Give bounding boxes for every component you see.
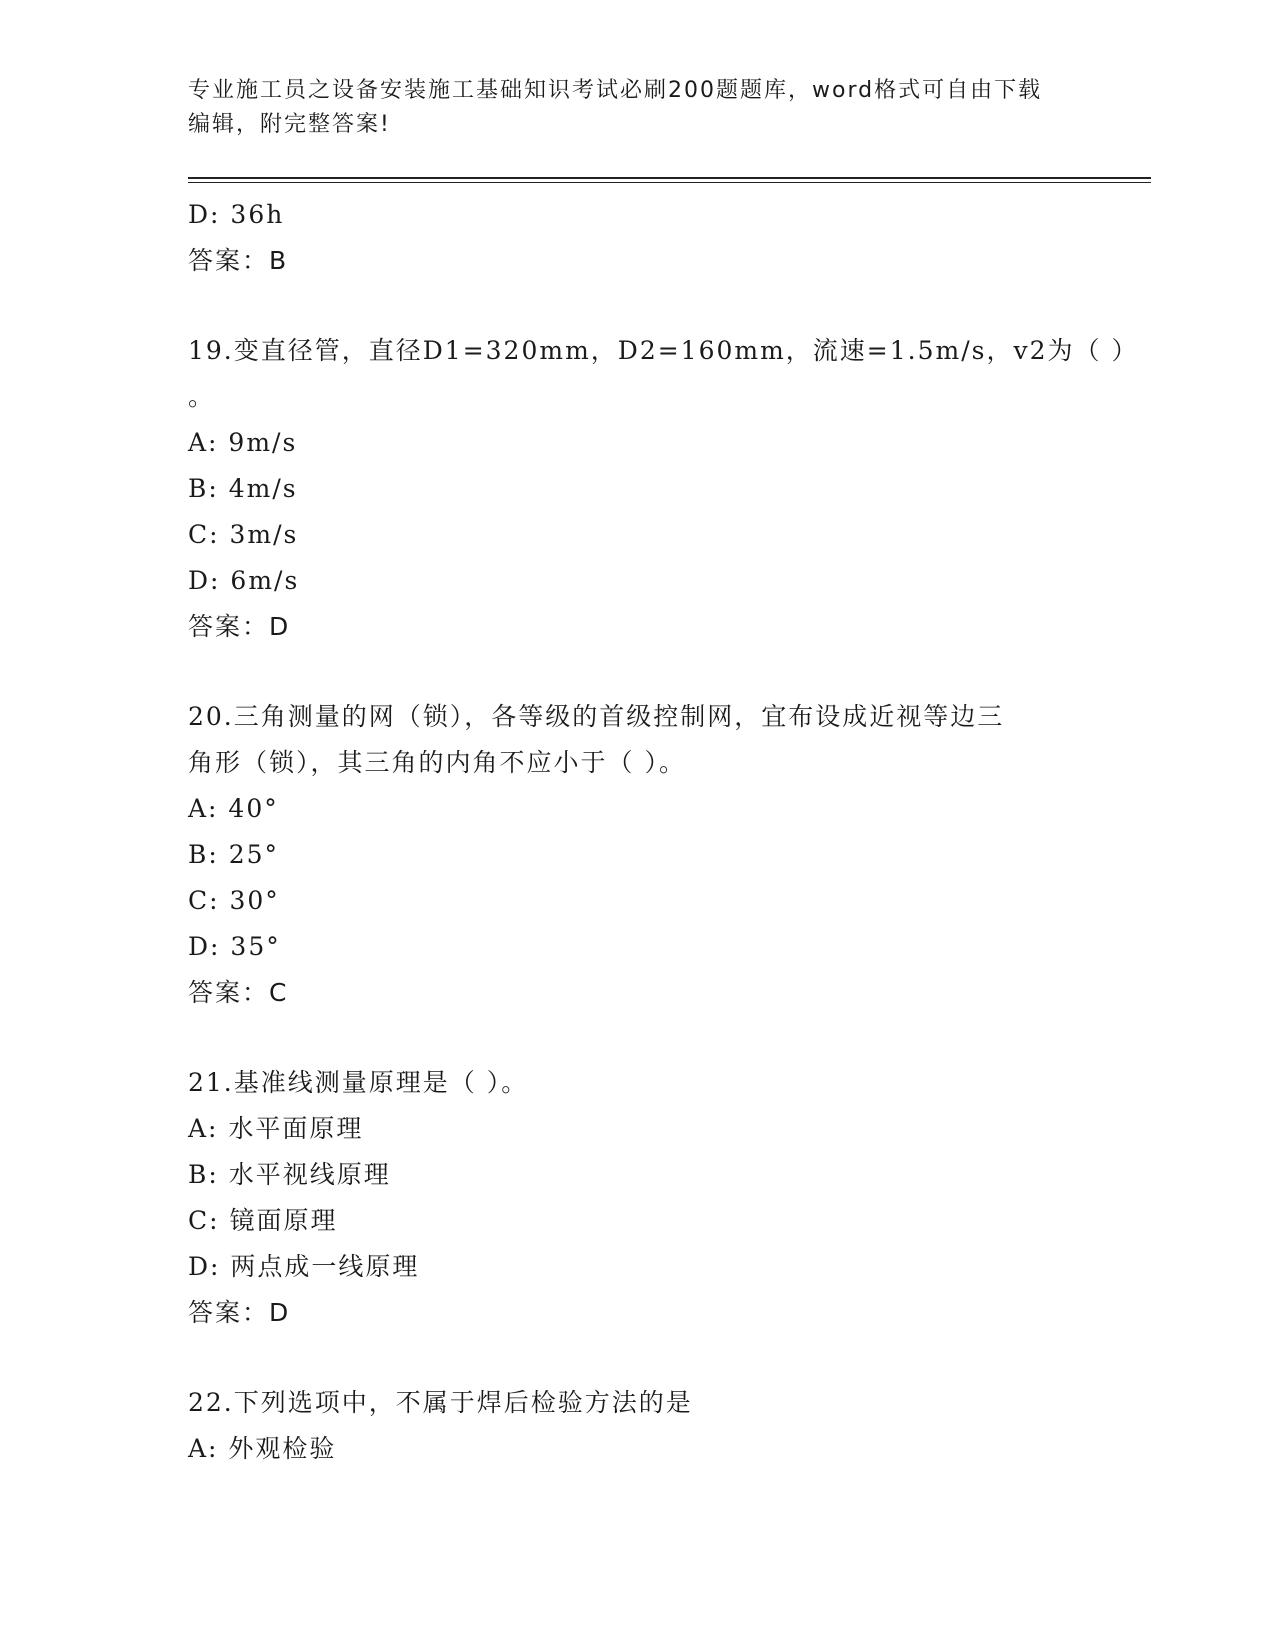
answer-label: 答案：B: [188, 246, 289, 275]
question-21: [188, 1060, 1088, 1336]
option-b: B: 25°: [188, 840, 280, 869]
header-divider-thin: [188, 182, 1151, 183]
option-c: C: 镜面原理: [188, 1206, 338, 1235]
option-d: D: 两点成一线原理: [188, 1252, 420, 1281]
header-title-line-1: 专业施工员之设备安装施工基础知识考试必刷200题题库，word格式可自由下载: [188, 78, 1043, 103]
option-c: C: 3m/s: [188, 520, 299, 549]
option-a: A: 9m/s: [188, 428, 298, 457]
question-list: [188, 192, 1139, 1472]
question-stem-continued: 。: [188, 382, 216, 411]
option-a: A: 水平面原理: [188, 1114, 364, 1143]
answer-label: 答案：C: [188, 978, 289, 1007]
header-divider-thick: [188, 177, 1151, 179]
option-b: B: 水平视线原理: [188, 1160, 391, 1189]
spacer: [188, 284, 1088, 328]
answer-label: 答案：D: [188, 1298, 291, 1327]
option-b: B: 4m/s: [188, 474, 298, 503]
question-stem: 19.变直径管，直径D1=320mm，D2=160mm，流速=1.5m/s，v2为（ ）: [188, 336, 1139, 365]
document-header: [188, 74, 1088, 142]
option-a: A: 40°: [188, 794, 279, 823]
spacer: [188, 1336, 1088, 1380]
question-stem: 21.基准线测量原理是（ ）。: [188, 1068, 529, 1097]
option-c: C: 30°: [188, 886, 280, 915]
header-title-line-2: 编辑，附完整答案!: [188, 112, 391, 137]
option-a: A: 外观检验: [188, 1434, 337, 1463]
option-d: D: 36h: [188, 200, 285, 229]
option-d: D: 35°: [188, 932, 281, 961]
question-20: [188, 694, 1088, 1016]
spacer: [188, 650, 1088, 694]
option-d: D: 6m/s: [188, 566, 300, 595]
question-18-tail: [188, 192, 1088, 284]
question-stem: 22.下列选项中，不属于焊后检验方法的是: [188, 1388, 693, 1417]
question-stem-continued: 角形（锁），其三角的内角不应小于（ ）。: [188, 748, 686, 777]
spacer: [188, 1016, 1088, 1060]
answer-label: 答案：D: [188, 612, 291, 641]
question-stem: 20.三角测量的网（锁），各等级的首级控制网，宜布设成近视等边三: [188, 702, 1005, 731]
question-19: [188, 328, 1139, 650]
question-22: [188, 1380, 1088, 1472]
